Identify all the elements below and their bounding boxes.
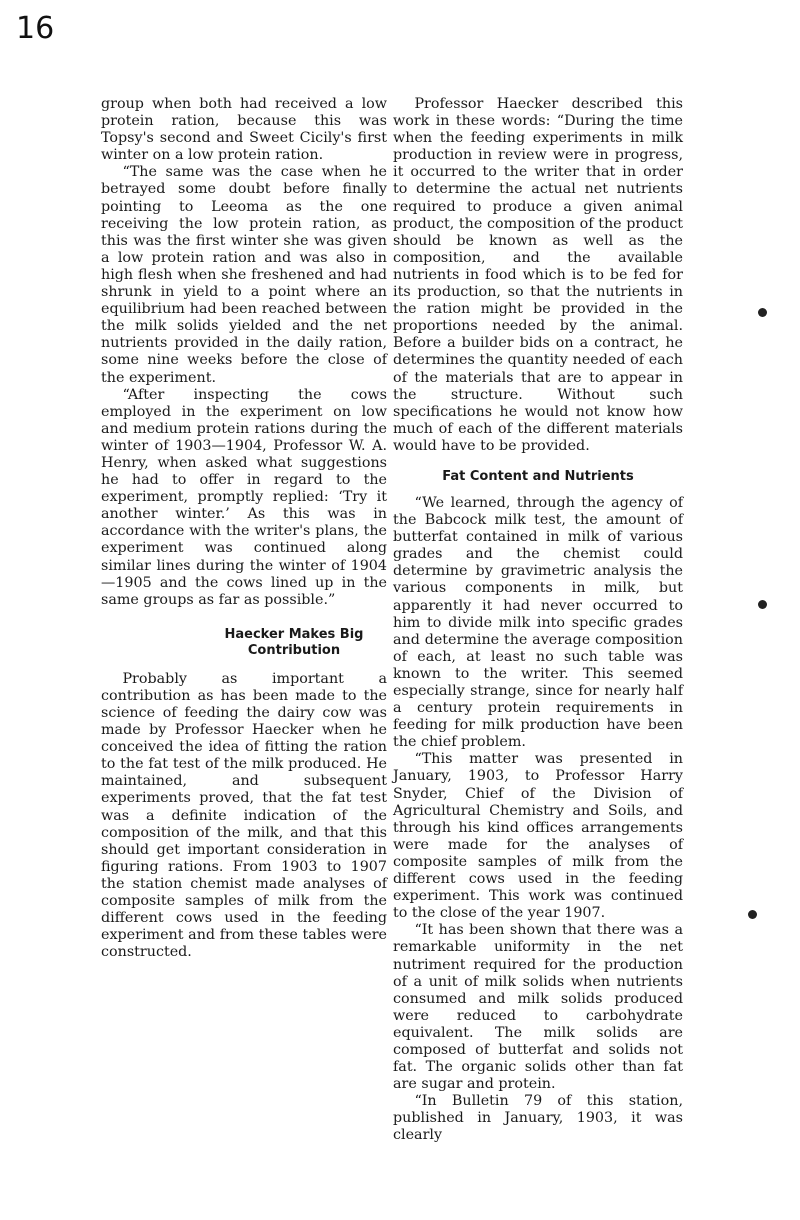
paragraph: “After inspecting the cows employed in the experiment on low and medium protein rations during the winter of 1903—1904, Professor W. A. Henry, when asked what suggestions he had to offer in regard to the experiment, promptly replied: ‘Try it another winter.’ As this was in accordance with the writer's plans, the experiment was continued along similar lines during the winter of 1904—1905 and the cows lined up in the same groups as far as possible.” (101, 386, 387, 608)
paragraph: “In Bulletin 79 of this station, published in January, 1903, it was clearly (393, 1093, 683, 1144)
paragraph: group when both had received a low protein ration, because this was Topsy's second and Sweet Cicily's first winter on a low protein ration. (101, 96, 387, 164)
right-column (393, 96, 683, 1145)
paragraph: “The same was the case when he betrayed some doubt before finally pointing to Leeoma as the one receiving the low protein ration, as this was the first winter she was given a low protein ration and was also in high flesh when she freshened and had shrunk in yield to a point where an equilibrium had been reached between the milk solids yielded and the net nutrients provided in the daily ration, some nine weeks before the close of the experiment. (101, 164, 387, 386)
binding-hole-mark (748, 910, 757, 919)
binding-hole-mark (758, 600, 767, 609)
paragraph: Probably as important a contribution as has been made to the science of feeding the dairy cow was made by Professor Haecker when he conceived the idea of fitting the ration to the fat test of the milk produced. He maintained, and subsequent experiments proved, that the fat test was a definite indication of the composition of the milk, and that this should get important consideration in figuring rations. From 1903 to 1907 the station chemist made analyses of composite samples of milk from the different cows used in the feeding experiment and from these tables were constructed. (101, 670, 387, 961)
paragraph: “It has been shown that there was a remarkable uniformity in the net nutriment required for the production of a unit of milk solids when nutrients consumed and milk solids produced were reduced to carbohydrate equivalent. The milk solids are composed of butterfat and solids not fat. The organic solids other than fat are sugar and protein. (393, 922, 683, 1093)
paragraph: “This matter was presented in January, 1903, to Professor Harry Snyder, Chief of the Division of Agricultural Chemistry and Soils, and through his kind offices arrangements were made for the analyses of composite samples of milk from the different cows used in the feeding experiment. This work was continued to the close of the year 1907. (393, 751, 683, 922)
page-number: 16 (16, 11, 55, 46)
paragraph: “We learned, through the agency of the Babcock milk test, the amount of butterfat contained in milk of various grades and the chemist could determine by gravimetric analysis the various components in milk, but apparently it had never occurred to him to divide milk into specific grades and determine the average composition of each, at least no such table was known to the writer. This seemed especially strange, since for nearly half a century protein requirements in feeding for milk production have been the chief problem. (393, 494, 683, 751)
binding-hole-mark (758, 308, 767, 317)
section-heading: Haecker Makes Big Contribution (224, 626, 364, 658)
paragraph: Professor Haecker described this work in these words: “During the time when the feeding experiments in milk production in review were in progress, it occurred to the writer that in order to determine the actual net nutrients required to produce a given animal product, the composition of the product should be known as well as the composition, and the available nutrients in food which is to be fed for its production, so that the nutrients in the ration might be provided in the proportions needed by the animal. Before a builder bids on a contract, he determines the quantity needed of each of the materials that are to appear in the structure. Without such specifications he would not know how much of each of the different materials would have to be provided. (393, 96, 683, 454)
section-heading: Fat Content and Nutrients (442, 468, 634, 484)
left-column (101, 96, 387, 961)
